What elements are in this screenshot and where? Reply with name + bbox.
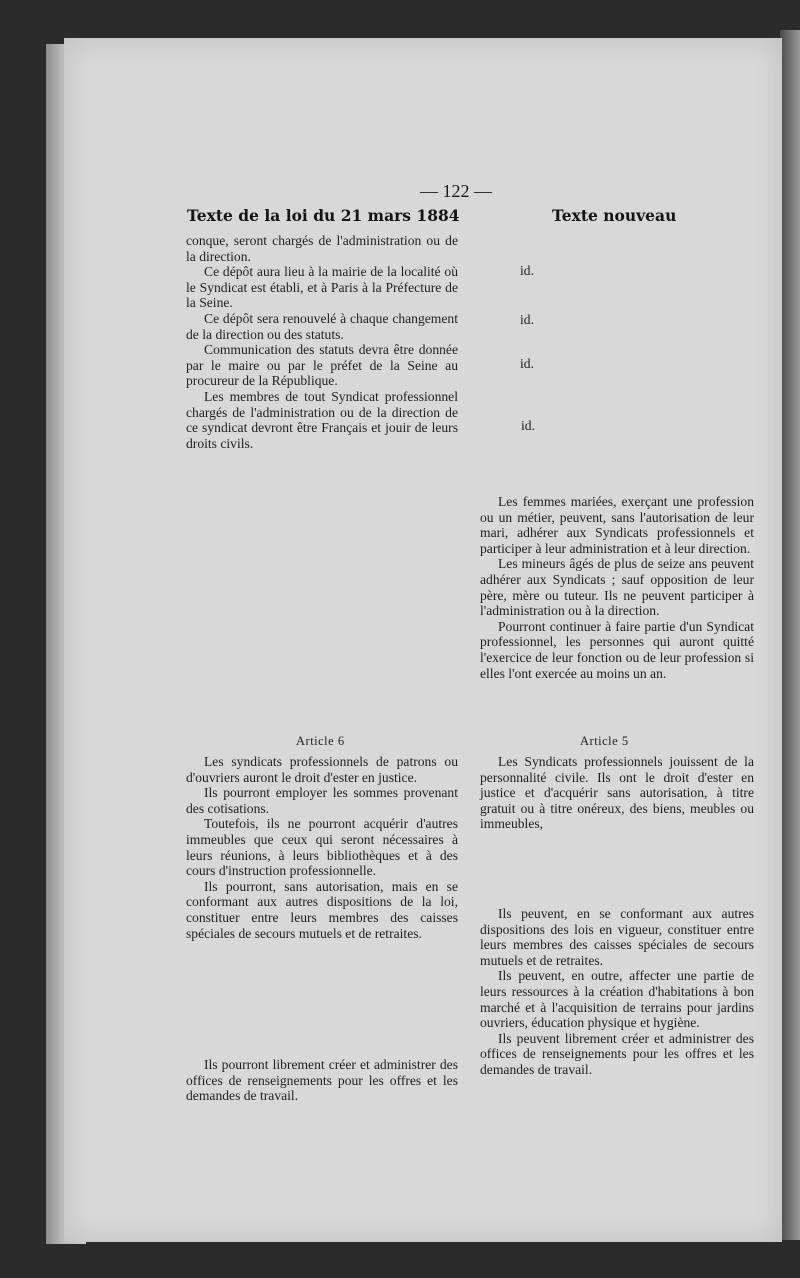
paragraph: Ils pourront librement créer et administrer des offices de renseignements pour les offres et les demandes de travail. [186, 1057, 458, 1104]
id-mark: id. [520, 356, 534, 371]
right-article-title: Article 5 [580, 734, 629, 748]
page-number: — 122 — [420, 181, 492, 201]
right-text-block-1 [480, 494, 754, 681]
paragraph: Pourront continuer à faire partie d'un Syndicat professionnel, les personnes qui auront quitté l'exercice de leur fonction ou de leur profession si elles l'ont exercée au moins un an. [480, 618, 754, 681]
paragraph: Les Syndicats professionnels jouissent de la personnalité civile. Ils ont le droit d'ester en justice et d'acquérir sans autorisation, à titre gratuit ou à titre onéreux, des biens, meubles ou immeubles, [480, 754, 754, 832]
paragraph: Ils pourront, sans autorisation, mais en se conformant aux autres dispositions de la loi, constituer entre leurs membres des caisses spéciales de secours mutuels et de retraites. [186, 878, 458, 941]
left-article-title: Article 6 [296, 734, 345, 748]
id-mark: id. [520, 312, 534, 327]
right-text-block-3 [480, 906, 754, 1078]
paragraph: conque, seront chargés de l'administration ou de la direction. [186, 233, 458, 264]
paragraph: Ils peuvent, en outre, affecter une partie de leurs ressources à la création d'habitations à bon marché et à l'acquisition de terrains pour jardins ouvriers, éducation physique et hygiène. [480, 968, 754, 1031]
left-text-block-2 [186, 754, 458, 941]
paragraph: Les mineurs âgés de plus de seize ans peuvent adhérer aux Syndicats ; sauf opposition de leur père, mère ou tuteur. Ils ne peuvent participer à l'administration ou à la direction. [480, 556, 754, 619]
paragraph: Ils peuvent librement créer et administrer des offices de renseignements pour les offres et les demandes de travail. [480, 1030, 754, 1077]
left-text-block-3 [186, 1057, 458, 1104]
paragraph: Les femmes mariées, exerçant une profession ou un métier, peuvent, sans l'autorisation de leur mari, adhérer aux Syndicats professionnels et participer à leur administration et à leur direction. [480, 494, 754, 556]
paragraph: Toutefois, ils ne pourront acquérir d'autres immeubles que ceux qui seront nécessaires à leurs réunions, à leurs bibliothèques et à des cours d'instruction professionnelle. [186, 816, 458, 879]
paragraph: Ce dépôt aura lieu à la mairie de la localité où le Syndicat est établi, et à Paris à la Préfecture de la Seine. [186, 264, 458, 311]
paragraph: Les syndicats professionnels de patrons ou d'ouvriers auront le droit d'ester en justice. [186, 754, 458, 785]
paragraph: Communication des statuts devra être donnée par le maire ou par le préfet de la Seine au procureur de la République. [186, 342, 458, 389]
id-mark: id. [521, 418, 535, 433]
book-right-edge [780, 30, 800, 1240]
left-column-heading: Texte de la loi du 21 mars 1884 [187, 206, 460, 225]
paragraph: Les membres de tout Syndicat professionnel chargés de l'administration ou de la direction de ce syndicat devront être Français et jouir de leurs droits civils. [186, 388, 458, 451]
paragraph: Ce dépôt sera renouvelé à chaque changement de la direction ou des statuts. [186, 310, 458, 342]
id-mark: id. [520, 263, 534, 278]
right-column-heading: Texte nouveau [552, 206, 677, 225]
right-text-block-2 [480, 754, 754, 832]
paragraph: Ils pourront employer les sommes provenant des cotisations. [186, 785, 458, 816]
paragraph: Ils peuvent, en se conformant aux autres dispositions des lois en vigueur, constituer entre leurs membres des caisses spéciales de secours mutuels et de retraites. [480, 906, 754, 968]
left-text-block-1 [186, 233, 458, 451]
